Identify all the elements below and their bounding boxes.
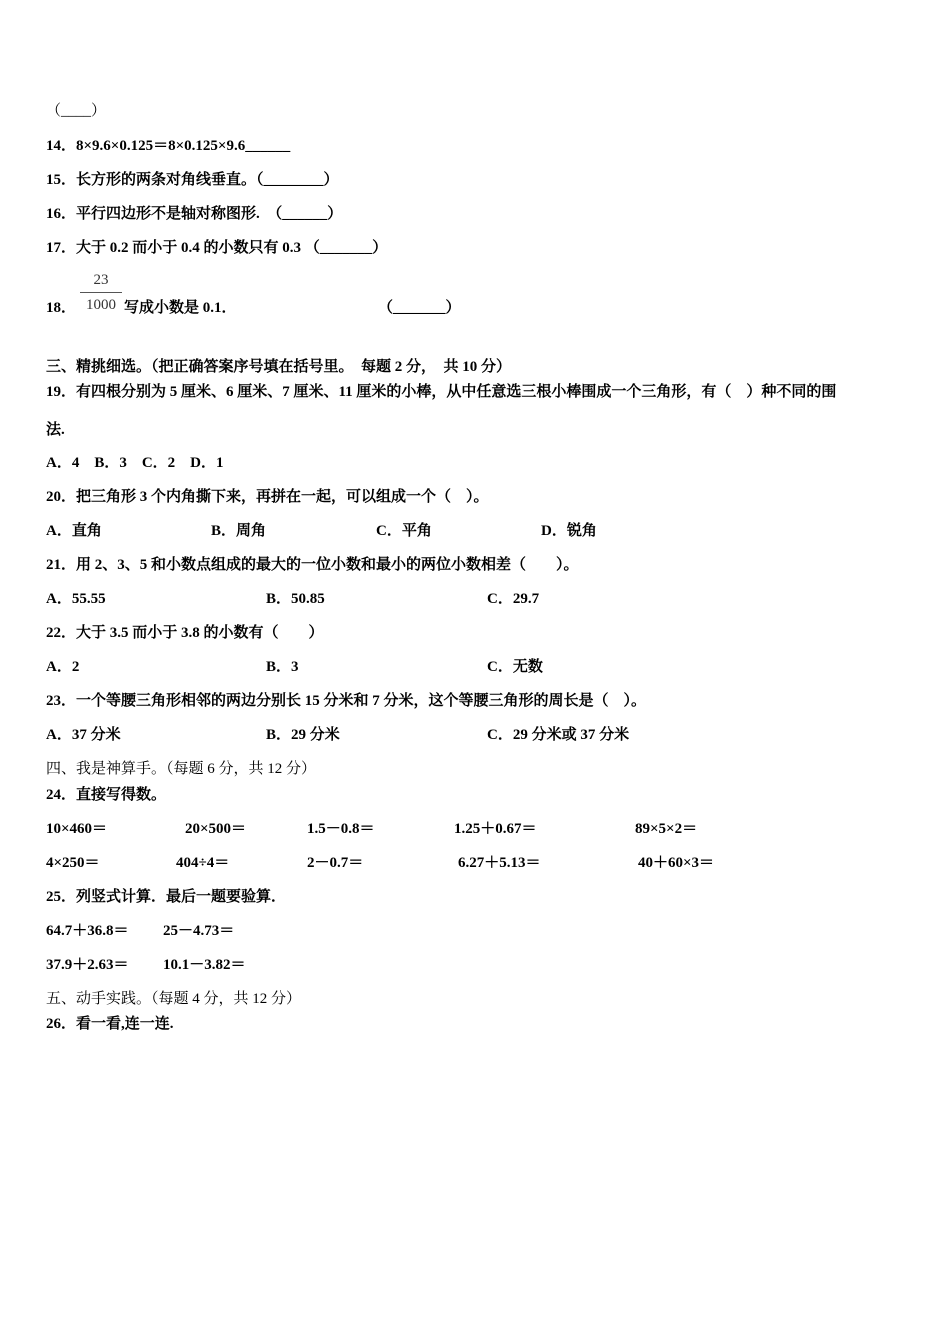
question-23: 23．一个等腰三角形相邻的两边分别长 15 分米和 7 分米，这个等腰三角形的周长是（ ）。 [46, 693, 647, 709]
question-24: 24．直接写得数。 [46, 787, 167, 803]
calc-item: 1.25＋0.67＝ [454, 821, 537, 837]
calc-item: 40＋60×3＝ [638, 855, 715, 871]
section-4-title: 四、我是神算手。（每题 6 分，共 12 分） [46, 761, 317, 777]
vertical-calc-item: 64.7＋36.8＝ [46, 923, 129, 939]
answer-blank-top: （____） [46, 103, 107, 119]
question-22-option-a: A．2 [46, 659, 80, 675]
calc-item: 89×5×2＝ [635, 821, 698, 837]
question-19-line2: 法. [46, 422, 65, 438]
question-21: 21．用 2、3、5 和小数点组成的最大的一位小数和最小的两位小数相差（ ）。 [46, 557, 579, 573]
question-20-option-b: B．周角 [211, 523, 267, 539]
question-25: 25．列竖式计算．最后一题要验算． [46, 889, 287, 905]
question-18-blank: （_______） [378, 300, 461, 316]
question-22-option-b: B．3 [266, 659, 299, 675]
question-20-option-a: A．直角 [46, 523, 102, 539]
question-19-options: A．4 B．3 C．2 D．1 [46, 455, 224, 471]
calc-item: 4×250＝ [46, 855, 100, 871]
question-23-option-c: C．29 分米或 37 分米 [487, 727, 630, 743]
calc-item: 20×500＝ [185, 821, 247, 837]
vertical-calc-item: 10.1－3.82＝ [163, 957, 246, 973]
fraction-bar [80, 292, 122, 293]
question-22: 22．大于 3.5 而小于 3.8 的小数有（ ） [46, 625, 324, 641]
question-26: 26．看一看,连一连. [46, 1016, 174, 1032]
question-20-option-d: D．锐角 [541, 523, 597, 539]
question-17: 17．大于 0.2 而小于 0.4 的小数只有 0.3 （_______） [46, 240, 388, 256]
vertical-calc-item: 25－4.73＝ [163, 923, 235, 939]
question-14: 14．8×9.6×0.125＝8×0.125×9.6______ [46, 138, 291, 154]
section-5-title: 五、动手实践。（每题 4 分，共 12 分） [46, 991, 302, 1007]
question-20: 20．把三角形 3 个内角撕下来，再拼在一起，可以组成一个（ ）。 [46, 489, 489, 505]
question-21-option-b: B．50.85 [266, 591, 325, 607]
fraction-numerator: 23 [93, 272, 109, 288]
fraction [80, 270, 122, 315]
question-21-option-c: C．29.7 [487, 591, 540, 607]
calc-item: 6.27＋5.13＝ [458, 855, 541, 871]
calc-item: 404÷4＝ [176, 855, 230, 871]
section-3-title: 三、精挑细选。（把正确答案序号填在括号里。 每题 2 分， 共 10 分） [46, 359, 512, 375]
question-23-option-b: B．29 分米 [266, 727, 340, 743]
question-18-number: 18． [46, 300, 77, 316]
question-16: 16．平行四边形不是轴对称图形. （______） [46, 206, 343, 222]
vertical-calc-item: 37.9＋2.63＝ [46, 957, 129, 973]
question-23-option-a: A．37 分米 [46, 727, 121, 743]
question-21-option-a: A．55.55 [46, 591, 106, 607]
question-18-text: 写成小数是 0.1． [124, 300, 237, 316]
question-20-option-c: C．平角 [376, 523, 432, 539]
question-22-option-c: C．无数 [487, 659, 543, 675]
calc-item: 10×460＝ [46, 821, 108, 837]
fraction-denominator: 1000 [86, 297, 116, 313]
question-15: 15．长方形的两条对角线垂直。（________） [46, 172, 339, 188]
calc-item: 2－0.7＝ [307, 855, 364, 871]
calc-item: 1.5－0.8＝ [307, 821, 375, 837]
question-19-line1: 19．有四根分别为 5 厘米、6 厘米、7 厘米、11 厘米的小棒，从中任意选三根小棒围成一个三角形，有（ ）种不同的围 [46, 384, 837, 400]
